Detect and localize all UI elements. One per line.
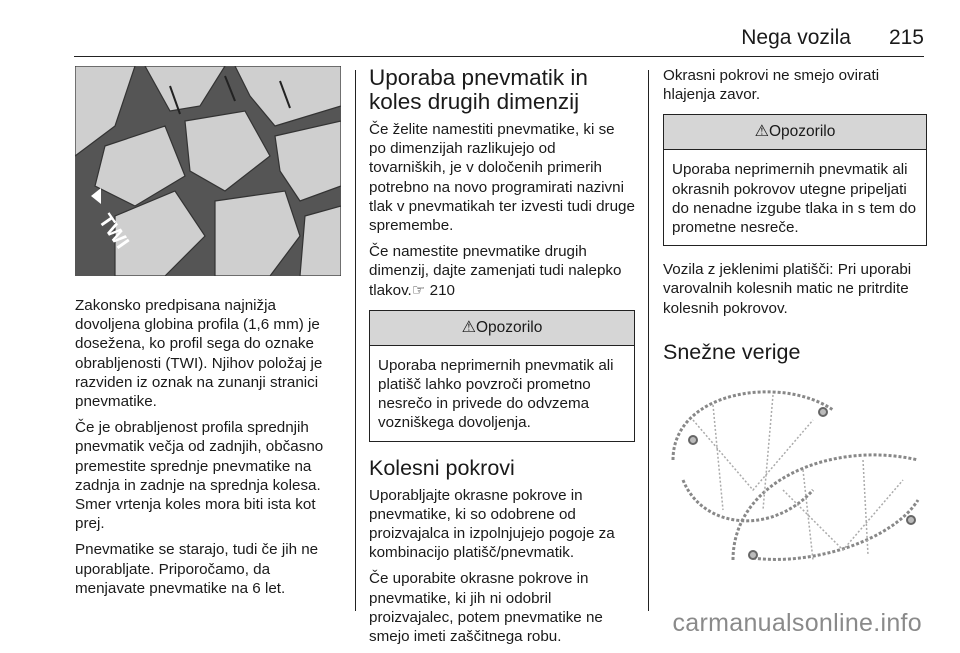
section-heading: Snežne verige <box>663 339 801 364</box>
section-heading: Uporaba pnevmatik in koles drugih dimenzij <box>369 65 588 114</box>
warning-title: Opozorilo <box>476 318 543 336</box>
paragraph: Zakonsko predpisana najnižja dovoljena globina profila (1,6 mm) je dosežena, ko profil sega do oznake obrabljenosti (TWI). Njihov položaj je razviden iz oznak na zunanji stranici pnevmatike. <box>75 297 323 411</box>
warning-text: Uporaba neprimernih pnevmatik ali okrasnih pokrovov utegne pripeljati do nenadne izgube tlaka in s tem do prometne nesreče. <box>672 161 917 237</box>
paragraph: Okrasni pokrovi ne smejo ovirati hlajenja zavor. <box>663 67 880 104</box>
paragraph: Če uporabite okrasne pokrove in pnevmatike, ki jih ni odobril proizvajalec, potem pnevmatike ne smejo imeti zaščitnega robu. <box>369 570 603 646</box>
page-header <box>741 26 924 58</box>
page-reference-link[interactable]: ☞ 210 <box>411 281 455 299</box>
column-2 <box>369 66 635 653</box>
paragraph: Pnevmatike se starajo, tudi če jih ne uporabljate. Priporočamo, da menjavate pnevmatike na 6 let. <box>75 541 319 597</box>
paragraph: Če namestite pnevmatike drugih dimenzij, dajte zamenjati tudi nalepko tlakov.☞ 210 <box>369 243 622 299</box>
column-divider-1 <box>355 70 356 611</box>
column-divider-2 <box>648 70 649 611</box>
column-3 <box>663 66 927 566</box>
header-rule <box>74 56 924 57</box>
warning-text: Uporaba neprimernih pnevmatik ali platišč lahko povzroči prometno nesrečo in privede do odvzema vozniškega dovoljenja. <box>378 356 614 432</box>
warning-triangle-icon: ⚠ <box>461 318 476 336</box>
warning-box <box>663 114 927 246</box>
paragraph: Uporabljajte okrasne pokrove in pnevmatike, ki so odobrene od proizvajalca in izpolnjujejo pogoje za kombinacijo platišč/pnevmatik. <box>369 486 615 562</box>
paragraph: Če želite namestiti pnevmatike, ki se po dimenzijah razlikujejo od tovarniških, je v določenih primerih potrebno na novo programirati nazivni tlak v pnevmatikah ter izvesti tudi druge spremembe. <box>369 121 635 235</box>
column-1 <box>75 66 343 605</box>
warning-title: Opozorilo <box>769 123 836 141</box>
paragraph: Če je obrabljenost profila sprednjih pnevmatik večja od zadnjih, občasno premestite sprednje pnevmatike na zadnja in zadnje na sprednja kolesa. Smer vrtenja koles mora biti ista kot prej. <box>75 419 324 533</box>
paragraph: Vozila z jeklenimi platišči: Pri uporabi varovalnih kolesnih matic ne pritrdite kolesnih pokrovov. <box>663 261 912 317</box>
page-number: 215 <box>888 26 924 49</box>
warning-box <box>369 310 635 442</box>
watermark: carmanualsonline.info <box>672 609 922 637</box>
section-heading: Kolesni pokrovi <box>369 455 515 480</box>
tire-tread-illustration <box>75 66 341 276</box>
twi-label: TWI <box>93 210 134 253</box>
section-title: Nega vozila <box>741 26 851 49</box>
snow-chains-illustration <box>663 370 927 566</box>
warning-triangle-icon: ⚠ <box>754 123 769 141</box>
